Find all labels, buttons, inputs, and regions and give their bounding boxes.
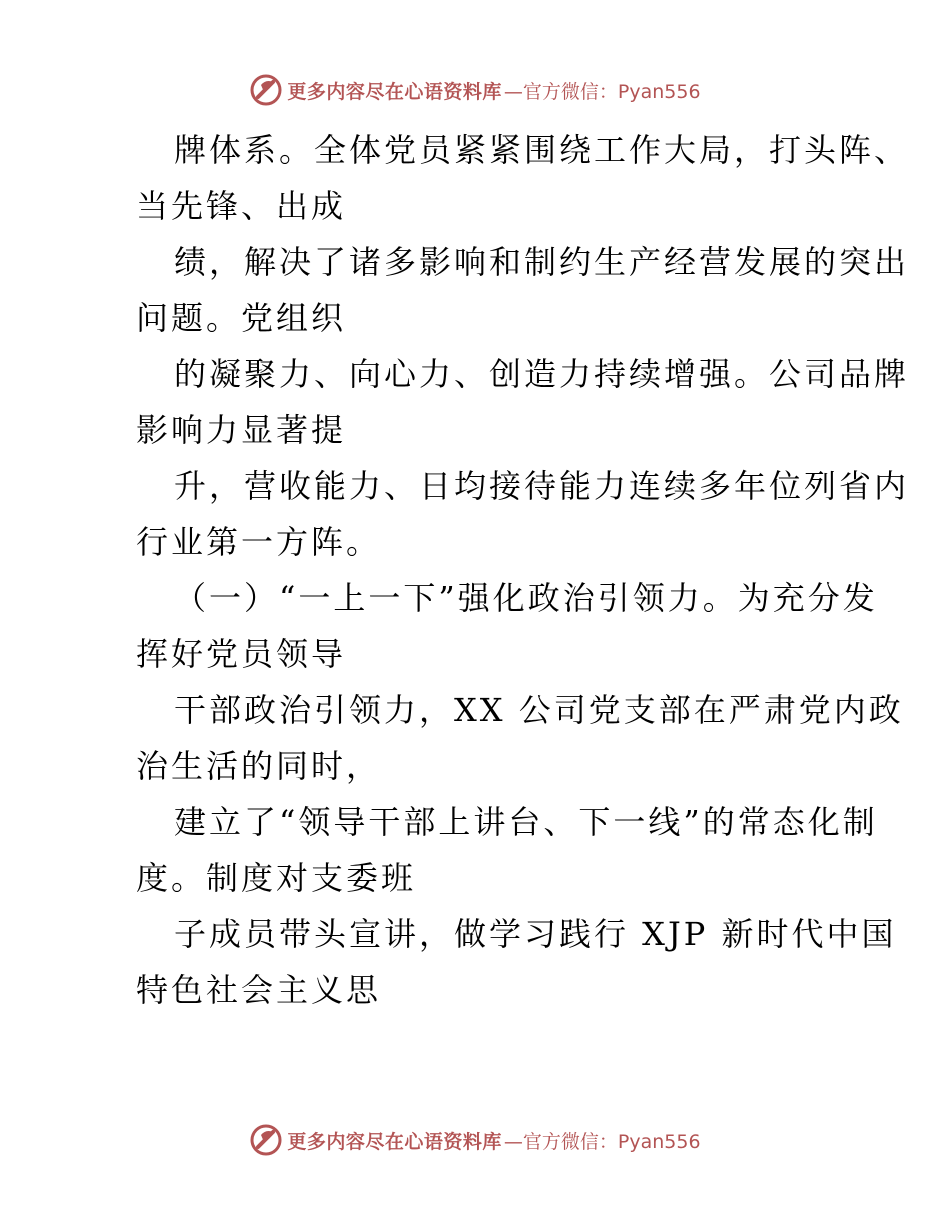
logo-icon: [249, 73, 283, 107]
body-line: （一）“一上一下”强化政治引领力。为充分发: [174, 579, 878, 617]
body-paragraph: [98, 122, 910, 1018]
body-line: 问题。党组织: [136, 299, 347, 337]
footer-banner-main-text: 更多内容尽在心语资料库: [287, 1130, 502, 1153]
body-line: 特色社会主义思: [136, 971, 382, 1009]
body-line: 行业第一方阵。: [136, 523, 382, 561]
body-line: 干部政治引领力，XX 公司党支部在严肃党内政: [174, 691, 904, 729]
body-line: 治生活的同时，: [136, 747, 382, 785]
footer-banner-sub-text: —官方微信：Pyan556: [503, 1130, 701, 1153]
header-banner-main-text: 更多内容尽在心语资料库: [287, 80, 502, 103]
body-line: 影响力显著提: [136, 411, 347, 449]
body-line: 绩，解决了诸多影响和制约生产经营发展的突出: [174, 243, 910, 281]
body-line: 建立了“领导干部上讲台、下一线”的常态化制: [174, 803, 878, 841]
header-banner-sub-text: —官方微信：Pyan556: [503, 80, 701, 103]
footer-watermark-banner: [0, 1120, 950, 1160]
body-line: 挥好党员领导: [136, 635, 347, 673]
body-line: 度。制度对支委班: [136, 859, 417, 897]
body-line: 当先锋、出成: [136, 187, 347, 225]
body-line: 的凝聚力、向心力、创造力持续增强。公司品牌: [174, 355, 910, 393]
document-body: [98, 122, 910, 1018]
body-line: 升，营收能力、日均接待能力连续多年位列省内: [174, 467, 910, 505]
body-line: 牌体系。全体党员紧紧围绕工作大局，打头阵、: [174, 131, 910, 169]
logo-icon: [249, 1123, 283, 1157]
header-watermark-banner: [0, 70, 950, 110]
body-line: 子成员带头宣讲，做学习践行 XJP 新时代中国: [174, 915, 897, 953]
